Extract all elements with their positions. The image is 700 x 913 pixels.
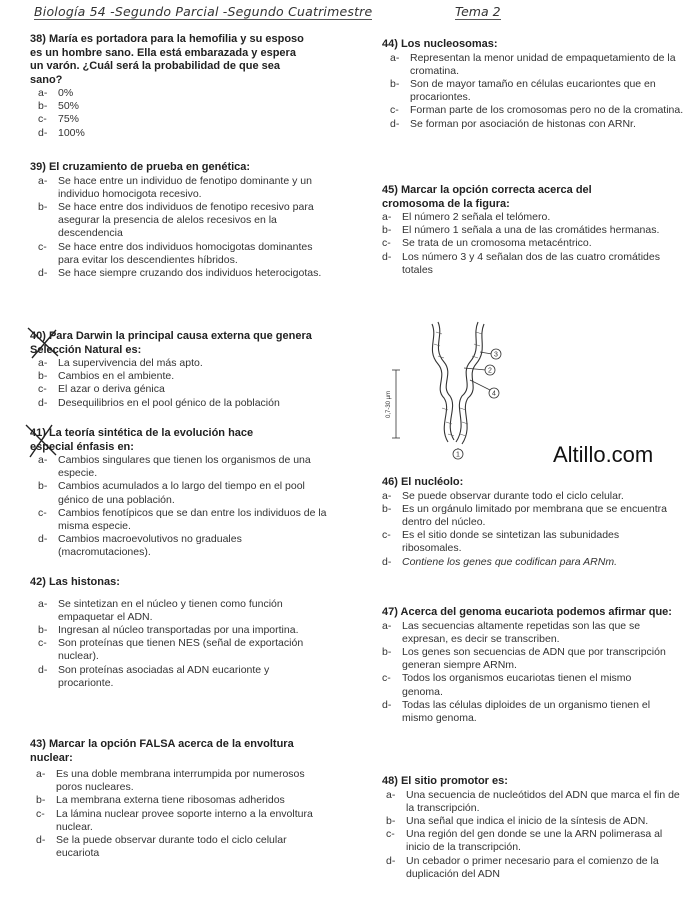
question-45 — [382, 184, 672, 277]
question-title: 39) El cruzamiento de prueba en genética: — [30, 161, 251, 173]
option-a[interactable]: a- Se puede observar durante todo el ciclo celular. — [382, 489, 624, 502]
options-list — [38, 175, 323, 281]
figure-label-3: 3 — [494, 351, 498, 359]
question-44 — [382, 38, 687, 131]
option-b[interactable]: b- 50% — [38, 100, 80, 113]
option-d[interactable]: d- Cambios macroevolutivos no graduales (macromutaciones). — [38, 533, 242, 559]
option-d[interactable]: d- 100% — [38, 126, 85, 139]
option-c[interactable]: c- Se hace entre dos individuos homocigotas dominantes para evitar los descendientes híbridos. — [38, 240, 313, 266]
question-48 — [382, 775, 692, 881]
option-d[interactable]: d- Todas las células diploides de un organismo tienen el mismo genoma. — [382, 698, 651, 724]
option-a[interactable]: a- Representan la menor unidad de empaquetamiento de la cromatina. — [390, 51, 676, 77]
exam-title: Biología 54 -Segundo Parcial -Segundo Cuatrimestre — [34, 4, 373, 19]
option-a[interactable]: a- Se sintetizan en el núcleo y tienen como función empaquetar el ADN. — [38, 597, 283, 623]
page-header — [0, 2, 700, 22]
exam-tema: Tema 2 — [455, 4, 501, 19]
question-38 — [30, 33, 308, 140]
option-a[interactable]: a- Es una doble membrana interrumpida por numerosos poros nucleares. — [36, 768, 305, 794]
options-list — [382, 620, 672, 726]
option-c[interactable]: c- Una región del gen donde se une la ARN polimerasa al inicio de la transcripción. — [386, 828, 663, 854]
question-title: 44) Los nucleosomas: — [382, 38, 498, 50]
option-b[interactable]: b- Los genes son secuencias de ADN que por transcripción generan siempre ARNm. — [382, 645, 666, 672]
option-b[interactable]: b- Cambios acumulados a lo largo del tiempo en el pool génico de una población. — [38, 480, 305, 506]
question-title: 48) El sitio promotor es: — [382, 775, 508, 787]
question-39 — [30, 161, 342, 280]
option-c[interactable]: c- Forman parte de los cromosomas pero no de la cromatina. — [390, 104, 684, 117]
option-d[interactable]: d- Se hace siempre cruzando dos individuos heterocigotas. — [38, 266, 322, 279]
option-c[interactable]: c- Se trata de un cromosoma metacéntrico. — [382, 237, 592, 250]
option-c[interactable]: c- Cambios fenotípicos que se dan entre los individuos de la misma especie. — [38, 506, 327, 533]
option-b[interactable]: b- Se hace entre dos individuos de fenotipo recesivo para asegurar la presencia de alelos recesivos en la descendencia — [38, 200, 314, 240]
option-d[interactable]: d- Los número 3 y 4 señalan dos de las cuatro cromátides totales — [382, 250, 660, 276]
strike-mark-41 — [22, 421, 62, 461]
question-title: 46) El nucléolo: — [382, 476, 464, 488]
option-b[interactable]: b- Cambios en el ambiente. — [38, 370, 175, 383]
option-a[interactable]: a- Las secuencias altamente repetidas son las que se expresan, es decir se transcriben. — [382, 619, 641, 645]
option-d[interactable]: d- Contiene los genes que codifican para ARNm. — [382, 555, 617, 568]
question-title: 45) Marcar la opción correcta acerca del cromosoma de la figura: — [382, 184, 592, 210]
option-c[interactable]: c- Es el sitio donde se sintetizan las subunidades ribosomales. — [382, 529, 620, 555]
question-title: 41) La teoría sintética de la evolución hace especial énfasis en: — [30, 427, 254, 453]
options-list — [38, 454, 328, 560]
figure-scale-label: 0,7-30 µm — [386, 390, 392, 418]
option-c[interactable]: c- La lámina nuclear provee soporte interno a la envoltura nuclear. — [36, 807, 313, 833]
question-title: 42) Las histonas: — [30, 576, 120, 588]
option-b[interactable]: b- Es un orgánulo limitado por membrana que se encuentra dentro del núcleo. — [382, 502, 667, 528]
question-42 — [30, 576, 330, 690]
option-b[interactable]: b- Ingresan al núcleo transportadas por una importina. — [38, 623, 299, 636]
option-c[interactable]: c- El azar o deriva génica — [38, 383, 165, 396]
question-41 — [30, 427, 342, 560]
option-a[interactable]: a- Una secuencia de nucleótidos del ADN que marca el fin de la transcripción. — [386, 788, 680, 814]
options-list — [382, 211, 672, 277]
figure-label-4: 4 — [492, 390, 496, 398]
option-b[interactable]: b- Una señal que indica el inicio de la síntesis de ADN. — [386, 814, 649, 827]
options-list — [38, 357, 312, 410]
question-title: 40) Para Darwin la principal causa externa que genera Selección Natural es: — [30, 330, 312, 356]
option-b[interactable]: b- El número 1 señala a una de las cromátides hermanas. — [382, 224, 660, 237]
option-d[interactable]: d- Un cebador o primer necesario para el comienzo de la duplicación del ADN — [386, 854, 659, 880]
option-d[interactable]: d- Se forman por asociación de histonas con ARNr. — [390, 117, 636, 130]
option-d[interactable]: d- Se la puede observar durante todo el ciclo celular eucariota — [36, 834, 287, 860]
question-title: 47) Acerca del genoma eucariota podemos afirmar que: — [382, 606, 672, 618]
option-c[interactable]: c- 75% — [38, 113, 80, 126]
options-list — [386, 789, 686, 881]
option-a[interactable]: a- Se hace entre un individuo de fenotipo dominante y un individuo homocigota recesivo. — [38, 174, 312, 200]
question-title: 38) María es portadora para la hemofilia y su esposo es un hombre sano. Ella está embarazada y espera un varón. ¿Cuál será la probabilidad de que sea sano? — [30, 33, 304, 86]
question-46 — [382, 476, 687, 569]
option-a[interactable]: a- La supervivencia del más apto. — [38, 357, 203, 369]
option-d[interactable]: d- Son proteínas asociadas al ADN eucarionte y procarionte. — [38, 663, 270, 689]
option-a[interactable]: a- El número 2 señala el telómero. — [382, 211, 551, 223]
chromosome-figure — [382, 318, 512, 460]
question-title: 43) Marcar la opción FALSA acerca de la envoltura nuclear: — [30, 738, 294, 764]
question-47 — [382, 606, 682, 725]
options-list — [36, 768, 321, 860]
question-43 — [30, 738, 335, 860]
option-a[interactable]: a- 0% — [38, 87, 74, 99]
option-b[interactable]: b- La membrana externa tiene ribosomas adheridos — [36, 794, 285, 807]
options-list — [382, 490, 672, 569]
option-c[interactable]: c- Todos los organismos eucariotas tienen el mismo genoma. — [382, 672, 632, 698]
option-a[interactable]: a- Cambios singulares que tienen los organismos de una especie. — [38, 454, 311, 480]
options-list — [390, 52, 685, 131]
question-40 — [30, 330, 312, 410]
options-list — [38, 87, 308, 140]
options-list — [38, 598, 318, 690]
altillo-watermark[interactable]: Altillo.com — [553, 442, 654, 467]
strike-mark-40 — [24, 324, 64, 364]
option-d[interactable]: d- Desequilibrios en el pool génico de la población — [38, 396, 280, 409]
option-c[interactable]: c- Son proteínas que tienen NES (señal de exportación nuclear). — [38, 637, 304, 663]
figure-label-1: 1 — [456, 451, 460, 459]
option-b[interactable]: b- Son de mayor tamaño en células eucariontes que en procariontes. — [390, 77, 656, 104]
figure-label-2: 2 — [488, 367, 492, 375]
